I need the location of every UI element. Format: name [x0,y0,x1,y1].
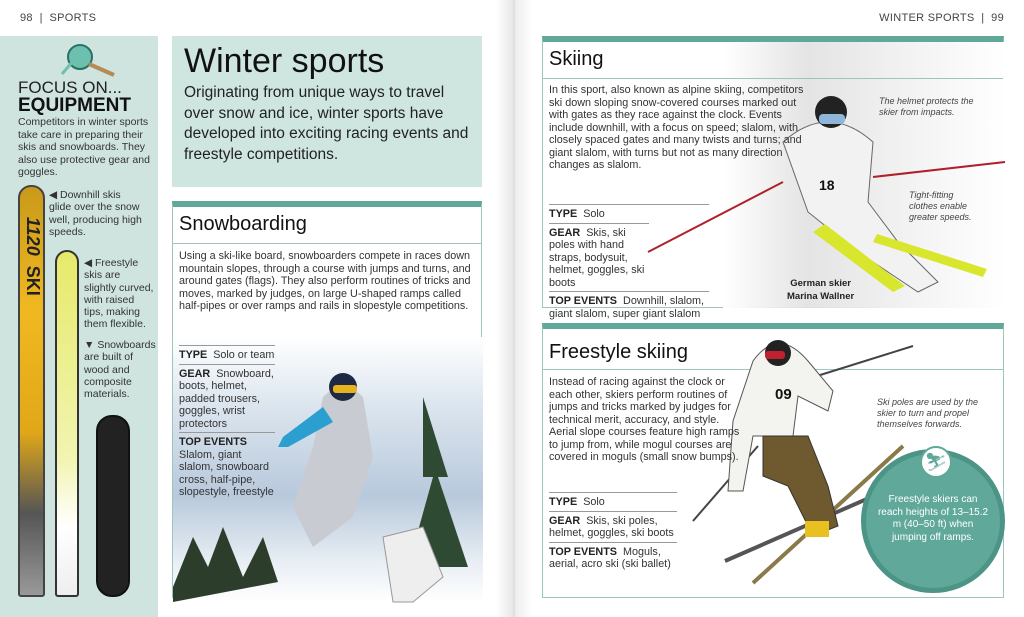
right-page-header [879,12,1004,24]
section-heading: Skiing [549,48,604,70]
bib-number: 09 [775,386,792,403]
fact-type [549,204,709,223]
skiing-facts [549,204,709,322]
fact-value: Moguls, aerial, acro ski (ski ballet) [549,545,671,570]
magnifier-athlete-icon [56,42,118,78]
fact-gear [179,364,275,433]
clothes-annotation: Tight-fitting clothes enable greater speeds. [909,190,972,222]
downhill-skis-caption [49,189,144,238]
book-gutter [496,0,532,617]
snowboard-image [96,415,130,597]
fact-value: Snowboard, boots, helmet, padded trousers, goggles, wrist protectors [179,367,274,430]
fact-value: Solo [583,496,605,508]
caption-text: Downhill skis glide over the snow well, producing high speeds. [49,189,142,238]
freestyle-ski-image [55,250,79,597]
snowboards-caption [84,339,156,400]
ski-brand: SKI [23,265,43,296]
divider [173,243,481,244]
focus-label: FOCUS ON... [18,78,122,97]
snowboarding-section [172,201,482,598]
skiing-section [542,36,1004,320]
fact-label: TYPE [179,349,208,361]
bib-number: 18 [819,177,835,193]
fact-top-events [549,291,709,322]
caption-line: German skier [790,278,851,289]
freestyle-facts [549,492,677,573]
snowboarding-facts [179,345,275,501]
fact-value: Skis, ski poles with hand straps, bodysuit, helmet, goggles, ski boots [549,226,645,289]
snowboarder-icon: ⛷ [920,446,952,478]
fact-label: GEAR [549,514,581,527]
section-body: Instead of racing against the clock or each other, skiers perform routines of jumps and tricks marked by judges for technical merit, accuracy, and style. Aerial slope courses feature high ramps to jump from, while mogul courses are covered in moguls (small snow bumps). [549,376,740,463]
fact-value: Solo [583,208,605,220]
title-panel [172,36,482,187]
photo-caption [787,277,854,303]
fact-circle-text: Freestyle skiers can reach heights of 13–15.2 m (40–50 ft) when jumping off ramps. [877,494,989,543]
fact-circle [861,449,1005,593]
fact-value: Skis, ski poles, helmet, goggles, ski boots [549,514,674,539]
fact-value: Solo or team [213,349,275,361]
fact-label: TYPE [549,208,578,220]
fact-type [549,492,677,511]
separator: | [39,12,43,24]
caption-line: Marina Wallner [787,291,855,302]
arrow-down-icon: ▼ [84,339,95,351]
skier-photo [723,42,1005,308]
freestyle-skis-caption [84,257,154,331]
helmet-annotation: The helmet protects the skier from impacts. [879,96,974,117]
fact-gear [549,223,649,292]
fact-label: TOP EVENTS [549,545,618,558]
separator: | [981,12,985,24]
page-number: 99 [991,12,1004,24]
section-heading: Snowboarding [179,213,307,235]
ski-poles-annotation: Ski poles are used by the skier to turn and propel themselves forwards. [877,397,979,429]
section-body: Using a ski-like board, snowboarders compete in races down mountain slopes, through a course with jumps and turns, and around gates (flags). They also perform routines of tricks and moves, marked by judges, on large U-shaped ramps called half-pipes or over ramps and rails in slopestyle competitions. [179,250,471,312]
divider [543,78,1003,79]
freestyle-skiing-section [542,323,1004,598]
section-body: In this sport, also known as alpine skiing, competitors ski down sloping snow-covered courses marked out with gates as they race against the clock. Events include downhill, with a focus on speed; slalom, with closely spaced gates and many twists and turns; and giant slalom, with turns but not as many direction changes as slalom. [549,84,804,171]
fact-value: Downhill, slalom, giant slalom, super giant slalom [549,295,705,320]
fact-label: GEAR [179,367,211,380]
fact-label: TOP EVENTS [549,295,618,307]
ski-model: 1120 [23,217,43,256]
panel-intro: Competitors in winter sports take care in preparing their skis and snowboards. They also use protective gear and goggles. [18,116,150,178]
fact-top-events [549,542,677,573]
page-number: 98 [20,12,33,24]
caption-text: Freestyle skis are slightly curved, with raised tips, making them flexible. [84,257,154,331]
fact-top-events [179,432,275,501]
section-name: SPORTS [49,12,97,24]
arrow-left-icon: ◀ [49,189,58,201]
fact-label: TYPE [549,496,578,508]
caption-text: Snowboards are built of wood and composite materials. [84,339,156,401]
section-heading: Freestyle skiing [549,341,688,363]
fact-label: TOP EVENTS [179,436,248,448]
fact-type [179,345,275,364]
fact-value: Slalom, giant slalom, snowboard cross, half-pipe, slopestyle, freestyle [179,448,274,498]
page-title: Winter sports [184,42,385,80]
fact-label: GEAR [549,226,581,239]
section-name: WINTER SPORTS [879,12,975,24]
panel-title: EQUIPMENT [18,95,131,116]
downhill-ski-image [18,185,45,597]
arrow-left-icon: ◀ [84,257,93,269]
left-page-header [20,12,96,24]
page-intro: Originating from unique ways to travel over snow and ice, winter sports have developed into exciting racing events and freestyle competitions. [184,84,469,163]
fact-gear [549,511,677,542]
